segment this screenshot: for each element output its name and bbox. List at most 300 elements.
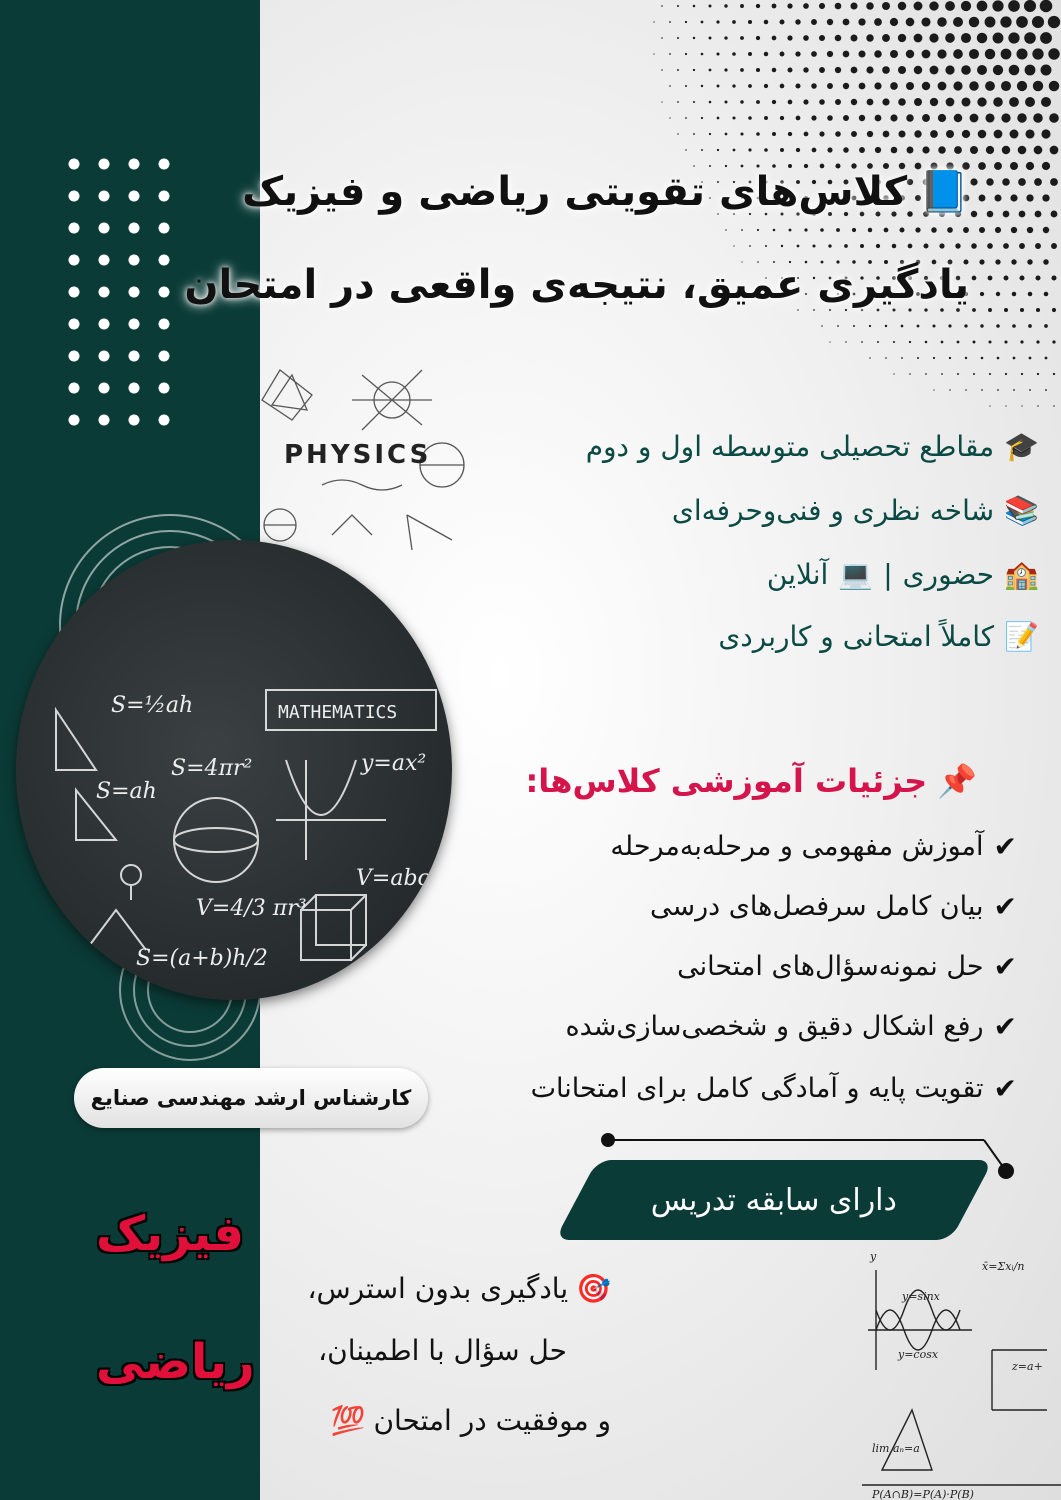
halftone-dot: [780, 52, 785, 57]
halftone-dot: [877, 341, 879, 343]
halftone-dot: [929, 33, 938, 42]
halftone-dot: [1008, 32, 1019, 43]
halftone-dot: [819, 131, 824, 136]
halftone-dot: [1049, 81, 1060, 92]
halftone-dot: [970, 114, 979, 123]
halftone-dot: [724, 68, 727, 71]
halftone-dot: [965, 357, 967, 359]
halftone-dot: [971, 211, 977, 217]
halftone-dot: [882, 2, 890, 10]
badge-text: دارای سابقه تدریس: [650, 1182, 898, 1218]
halftone-dot: [803, 3, 809, 9]
halftone-dot: [1041, 129, 1050, 138]
halftone-dot: [756, 100, 760, 104]
halftone-dot: [1041, 97, 1051, 107]
halftone-dot: [901, 357, 903, 359]
halftone-dot: [1042, 162, 1050, 170]
halftone-dot: [772, 68, 777, 73]
halftone-dot: [677, 37, 679, 39]
halftone-dot: [772, 36, 777, 41]
halftone-dot: [835, 131, 841, 137]
halftone-dot: [787, 3, 792, 8]
halftone-dot: [820, 228, 824, 232]
halftone-dot: [1003, 211, 1010, 218]
halftone-dot: [961, 33, 971, 43]
halftone-dot: [1045, 389, 1047, 391]
halftone-dot: [780, 20, 785, 25]
halftone-dot: [1037, 405, 1038, 406]
halftone-dot: [851, 35, 858, 42]
halftone-dot: [852, 228, 856, 232]
halftone-dot: [1013, 357, 1016, 360]
halftone-dot: [780, 116, 784, 120]
halftone-dot: [906, 114, 914, 122]
detail-item: [531, 1072, 1017, 1105]
check-icon: ✔: [993, 830, 1017, 863]
halftone-dot: [1033, 113, 1043, 123]
feature-grades: [586, 430, 1039, 463]
halftone-dot: [811, 51, 817, 57]
halftone-dot: [1025, 65, 1036, 76]
halftone-dot: [938, 146, 946, 154]
feature-text: کاملاً امتحانی و کاربردی: [718, 620, 995, 653]
halftone-dot: [716, 52, 719, 55]
halftone-dot: [1011, 227, 1017, 233]
detail-item: [677, 950, 1017, 983]
halftone-dot: [733, 245, 734, 246]
halftone-dot: [780, 84, 785, 89]
halftone-dot: [685, 117, 687, 119]
halftone-dot: [969, 17, 979, 27]
closing-line-3: [331, 1404, 611, 1437]
halftone-dot: [925, 341, 928, 344]
halftone-dot: [977, 65, 987, 75]
grid-dot: [99, 191, 110, 202]
halftone-dot: [898, 66, 906, 74]
halftone-dot: [972, 276, 977, 281]
halftone-dot: [882, 66, 890, 74]
halftone-dot: [748, 116, 752, 120]
halftone-dot: [764, 52, 768, 56]
halftone-dot: [914, 2, 923, 11]
halftone-dot: [909, 373, 910, 374]
halftone-dot: [1053, 373, 1055, 375]
halftone-dot: [977, 33, 988, 44]
halftone-dot: [979, 259, 984, 264]
halftone-dot: [994, 130, 1003, 139]
grid-dot: [99, 319, 110, 330]
halftone-dot: [851, 99, 857, 105]
halftone-dot: [827, 147, 832, 152]
halftone-dot: [945, 1, 955, 11]
halftone-dot: [843, 115, 849, 121]
halftone-dot: [1008, 0, 1020, 12]
halftone-dot: [1035, 275, 1040, 280]
pushpin-icon: 📌: [937, 762, 977, 800]
halftone-dot: [756, 68, 760, 72]
title-text-1: کلاس‌های تقویتی ریاضی و فیزیک: [242, 168, 908, 215]
halftone-dot: [1052, 308, 1056, 312]
svg-text:S=½ah: S=½ah: [111, 693, 194, 718]
halftone-dot: [1034, 146, 1043, 155]
halftone-dot: [957, 373, 959, 375]
halftone-dot: [1001, 81, 1011, 91]
halftone-dot: [899, 227, 904, 232]
grid-dot: [129, 383, 140, 394]
feature-text: مقاطع تحصیلی متوسطه اول و دوم: [585, 430, 995, 463]
halftone-dot: [843, 147, 849, 153]
halftone-dot: [906, 50, 914, 58]
halftone-dot: [1025, 97, 1035, 107]
halftone-dot: [981, 357, 984, 360]
svg-text:V=abc: V=abc: [356, 866, 430, 891]
halftone-dot: [914, 34, 923, 43]
halftone-dot: [996, 324, 1000, 328]
feature-text: حضوری: [902, 558, 995, 591]
halftone-dot: [1043, 227, 1049, 233]
halftone-dot: [994, 194, 1001, 201]
grid-dot: [159, 191, 170, 202]
halftone-dot: [835, 99, 841, 105]
laptop-icon: 💻: [838, 558, 874, 591]
halftone-dot: [789, 229, 792, 232]
halftone-dot: [804, 228, 807, 231]
grid-dot: [129, 351, 140, 362]
details-heading: [525, 762, 977, 800]
halftone-dot: [1035, 243, 1041, 249]
halftone-dot: [1052, 340, 1055, 343]
svg-text:z=a+: z=a+: [1012, 1360, 1043, 1373]
halftone-dot: [741, 229, 743, 231]
halftone-dot: [693, 101, 695, 103]
book-icon: 📘: [919, 169, 969, 215]
halftone-dot: [907, 147, 914, 154]
halftone-dot: [1012, 292, 1017, 297]
details-title: جزئیات آموزشی کلاس‌ها:: [525, 762, 928, 800]
halftone-dot: [970, 146, 978, 154]
grid-dot: [69, 191, 80, 202]
halftone-dot: [997, 389, 999, 391]
halftone-dot: [1004, 340, 1007, 343]
halftone-dot: [860, 244, 864, 248]
halftone-dot: [939, 243, 944, 248]
halftone-dot: [1053, 405, 1054, 406]
halftone-dot: [1050, 146, 1059, 155]
halftone-dot: [756, 132, 760, 136]
halftone-dot: [877, 309, 880, 312]
detail-item-text: حل نمونه‌سؤال‌های امتحانی: [677, 951, 984, 982]
halftone-dot: [748, 148, 751, 151]
halftone-dot: [1025, 129, 1034, 138]
halftone-dot: [772, 4, 777, 9]
halftone-dot: [709, 165, 711, 167]
halftone-dot: [859, 115, 865, 121]
halftone-dot: [969, 49, 979, 59]
memo-icon: 📝: [1004, 620, 1039, 653]
halftone-dot: [961, 65, 971, 75]
halftone-dot: [772, 100, 776, 104]
halftone-dot: [693, 37, 695, 39]
halftone-dot: [986, 146, 994, 154]
subject-physics: فیزیک: [96, 1206, 245, 1262]
halftone-dot: [1045, 357, 1048, 360]
halftone-dot: [906, 18, 915, 27]
halftone-dot: [796, 116, 801, 121]
detail-item-text: آموزش مفهومی و مرحله‌به‌مرحله: [610, 831, 984, 862]
halftone-dot: [890, 50, 898, 58]
halftone-dot: [922, 146, 929, 153]
halftone-dot: [1016, 16, 1028, 28]
halftone-dot: [796, 148, 800, 152]
halftone-dot: [787, 35, 792, 40]
halftone-dot: [953, 49, 963, 59]
halftone-dot: [701, 149, 703, 151]
halftone-dot: [757, 229, 759, 231]
halftone-dot: [1018, 146, 1027, 155]
grid-dot: [159, 159, 170, 170]
halftone-dot: [773, 229, 776, 232]
svg-text:y=sinx: y=sinx: [902, 1290, 940, 1303]
halftone-dot: [853, 325, 855, 327]
halftone-dot: [957, 341, 960, 344]
halftone-dot: [1003, 243, 1009, 249]
halftone-dot: [978, 162, 986, 170]
svg-text:S=(a+b)h/2: S=(a+b)h/2: [136, 946, 268, 971]
halftone-dot: [709, 5, 712, 8]
halftone-dot: [1010, 162, 1018, 170]
halftone-dot: [795, 83, 800, 88]
halftone-dot: [788, 68, 793, 73]
halftone-dot: [925, 373, 927, 375]
grid-dot: [69, 319, 80, 330]
halftone-dot: [938, 82, 947, 91]
halftone-dot: [819, 99, 825, 105]
halftone-dot: [892, 244, 897, 249]
grid-dot: [99, 287, 110, 298]
halftone-dot: [978, 130, 987, 139]
grid-dot: [99, 383, 110, 394]
halftone-dot: [709, 69, 712, 72]
halftone-dot: [949, 389, 950, 390]
halftone-dot: [843, 83, 849, 89]
halftone-dot: [1028, 292, 1033, 297]
halftone-dot: [961, 1, 971, 11]
halftone-dot: [1048, 48, 1059, 59]
halftone-dot: [813, 309, 815, 311]
halftone-dot: [940, 308, 944, 312]
halftone-dot: [1044, 292, 1049, 297]
halftone-dot: [819, 3, 825, 9]
halftone-dot: [979, 227, 985, 233]
halftone-dot: [992, 0, 1003, 11]
halftone-dot: [930, 98, 938, 106]
detail-item-text: بیان کامل سرفصل‌های درسی: [649, 891, 984, 922]
halftone-dot: [954, 146, 962, 154]
halftone-dot: [914, 98, 922, 106]
halftone-dot: [701, 21, 704, 24]
halftone-dot: [1002, 178, 1010, 186]
halftone-dot: [811, 115, 816, 120]
halftone-dot: [922, 82, 930, 90]
halftone-dot: [1021, 373, 1023, 375]
halftone-dot: [917, 325, 920, 328]
halftone-dot: [988, 308, 992, 312]
halftone-dot: [1029, 357, 1032, 360]
halftone-dot: [693, 5, 696, 8]
halftone-dot: [1013, 389, 1015, 391]
halftone-dot: [1036, 340, 1039, 343]
halftone-dot: [1041, 65, 1052, 76]
halftone-dot: [890, 114, 897, 121]
grid-dot: [159, 351, 170, 362]
halftone-dot: [764, 84, 768, 88]
halftone-dot: [844, 244, 848, 248]
grid-dot: [159, 383, 170, 394]
halftone-dot: [716, 20, 719, 23]
feature-text: شاخه نظری و فنی‌وحرفه‌ای: [671, 494, 995, 527]
halftone-dot: [685, 21, 687, 23]
halftone-dot: [988, 340, 991, 343]
halftone-dot: [827, 83, 833, 89]
halftone-dot: [891, 147, 898, 154]
halftone-dot: [1027, 227, 1033, 233]
halftone-dot: [979, 195, 986, 202]
svg-text:S=ah: S=ah: [96, 779, 157, 804]
halftone-dot: [954, 114, 963, 123]
halftone-dot: [898, 130, 905, 137]
halftone-dot: [947, 227, 953, 233]
halftone-dot: [933, 325, 936, 328]
halftone-dot: [677, 101, 679, 103]
grid-dot: [99, 255, 110, 266]
halftone-dot: [956, 308, 960, 312]
halftone-dot: [1001, 113, 1010, 122]
grid-dot: [69, 415, 80, 426]
halftone-dot: [828, 244, 831, 247]
check-icon: ✔: [993, 1010, 1017, 1043]
halftone-dot: [851, 131, 857, 137]
svg-text:x̄=Σxᵢ/n: x̄=Σxᵢ/n: [982, 1260, 1025, 1273]
halftone-dot: [1048, 16, 1060, 28]
halftone-dot: [835, 35, 842, 42]
halftone-dot: [890, 18, 898, 26]
halftone-dot: [965, 389, 967, 391]
halftone-dot: [955, 243, 960, 248]
halftone-dot: [893, 341, 895, 343]
halftone-dot: [677, 5, 679, 7]
halftone-dot: [1026, 194, 1033, 201]
halftone-dot: [994, 162, 1002, 170]
halftone-dot: [756, 36, 760, 40]
halftone-dot: [811, 83, 817, 89]
halftone-dot: [1033, 81, 1043, 91]
halftone-dot: [740, 36, 744, 40]
halftone-dot: [908, 308, 911, 311]
halftone-dot: [1027, 259, 1032, 264]
halftone-dot: [788, 100, 793, 105]
halftone-dot: [669, 85, 671, 87]
check-icon: ✔: [993, 890, 1017, 923]
halftone-dot: [1005, 373, 1007, 375]
halftone-dot: [740, 4, 744, 8]
halftone-dot: [804, 132, 809, 137]
halftone-dot: [937, 17, 947, 27]
halftone-dot: [1005, 405, 1006, 406]
detail-item: [610, 830, 1017, 863]
halftone-dot: [867, 131, 873, 137]
halftone-dot: [811, 19, 817, 25]
halftone-dot: [772, 132, 776, 136]
closing-text-1: یادگیری بدون استرس،: [307, 1272, 569, 1305]
subject-math: ریاضی: [96, 1334, 255, 1390]
grid-dot: [99, 223, 110, 234]
halftone-dot: [985, 113, 994, 122]
halftone-dot: [922, 114, 930, 122]
halftone-dot: [780, 148, 784, 152]
halftone-dot: [677, 69, 679, 71]
halftone-dot: [756, 4, 760, 8]
halftone-dot: [724, 36, 727, 39]
halftone-dot: [1028, 324, 1032, 328]
halftone-dot: [1004, 276, 1009, 281]
closing-text-3: و موفقیت در امتحان: [373, 1404, 611, 1437]
halftone-dot: [732, 84, 735, 87]
halftone-dot: [843, 19, 850, 26]
halftone-dot: [898, 2, 906, 10]
halftone-dot: [669, 53, 671, 55]
halftone-dot: [1044, 324, 1048, 328]
halftone-dot: [827, 19, 833, 25]
halftone-dot: [859, 83, 866, 90]
halftone-dot: [948, 324, 951, 327]
halftone-dot: [709, 101, 712, 104]
halftone-dot: [996, 292, 1000, 296]
halftone-dot: [795, 51, 800, 56]
halftone-dot: [1002, 146, 1010, 154]
halftone-dot: [740, 100, 743, 103]
halftone-dot: [797, 309, 798, 310]
halftone-dot: [953, 81, 962, 90]
halftone-dot: [882, 34, 890, 42]
halftone-dot: [685, 85, 687, 87]
halftone-dot: [741, 165, 744, 168]
halftone-dot: [748, 20, 752, 24]
halftone-dot: [732, 116, 735, 119]
title-line-1: [242, 168, 969, 215]
grid-dot: [129, 287, 140, 298]
halftone-dot: [946, 98, 955, 107]
check-icon: ✔: [993, 950, 1017, 983]
halftone-dot: [874, 82, 881, 89]
halftone-dot: [885, 357, 887, 359]
halftone-dot: [733, 149, 736, 152]
halftone-dot: [1001, 49, 1012, 60]
separator: |: [883, 558, 893, 591]
halftone-dot: [795, 19, 800, 24]
halftone-dot: [987, 211, 994, 218]
physics-doodle-label: PHYSICS: [284, 440, 432, 470]
halftone-dot: [937, 49, 946, 58]
halftone-dot: [993, 65, 1003, 75]
halftone-dot: [930, 66, 939, 75]
halftone-dot: [653, 21, 654, 22]
hundred-icon: 💯: [330, 1404, 366, 1437]
halftone-dot: [961, 97, 970, 106]
halftone-dot: [995, 259, 1000, 264]
grid-dot: [159, 287, 170, 298]
halftone-dot: [909, 341, 911, 343]
halftone-dot: [1029, 389, 1031, 391]
